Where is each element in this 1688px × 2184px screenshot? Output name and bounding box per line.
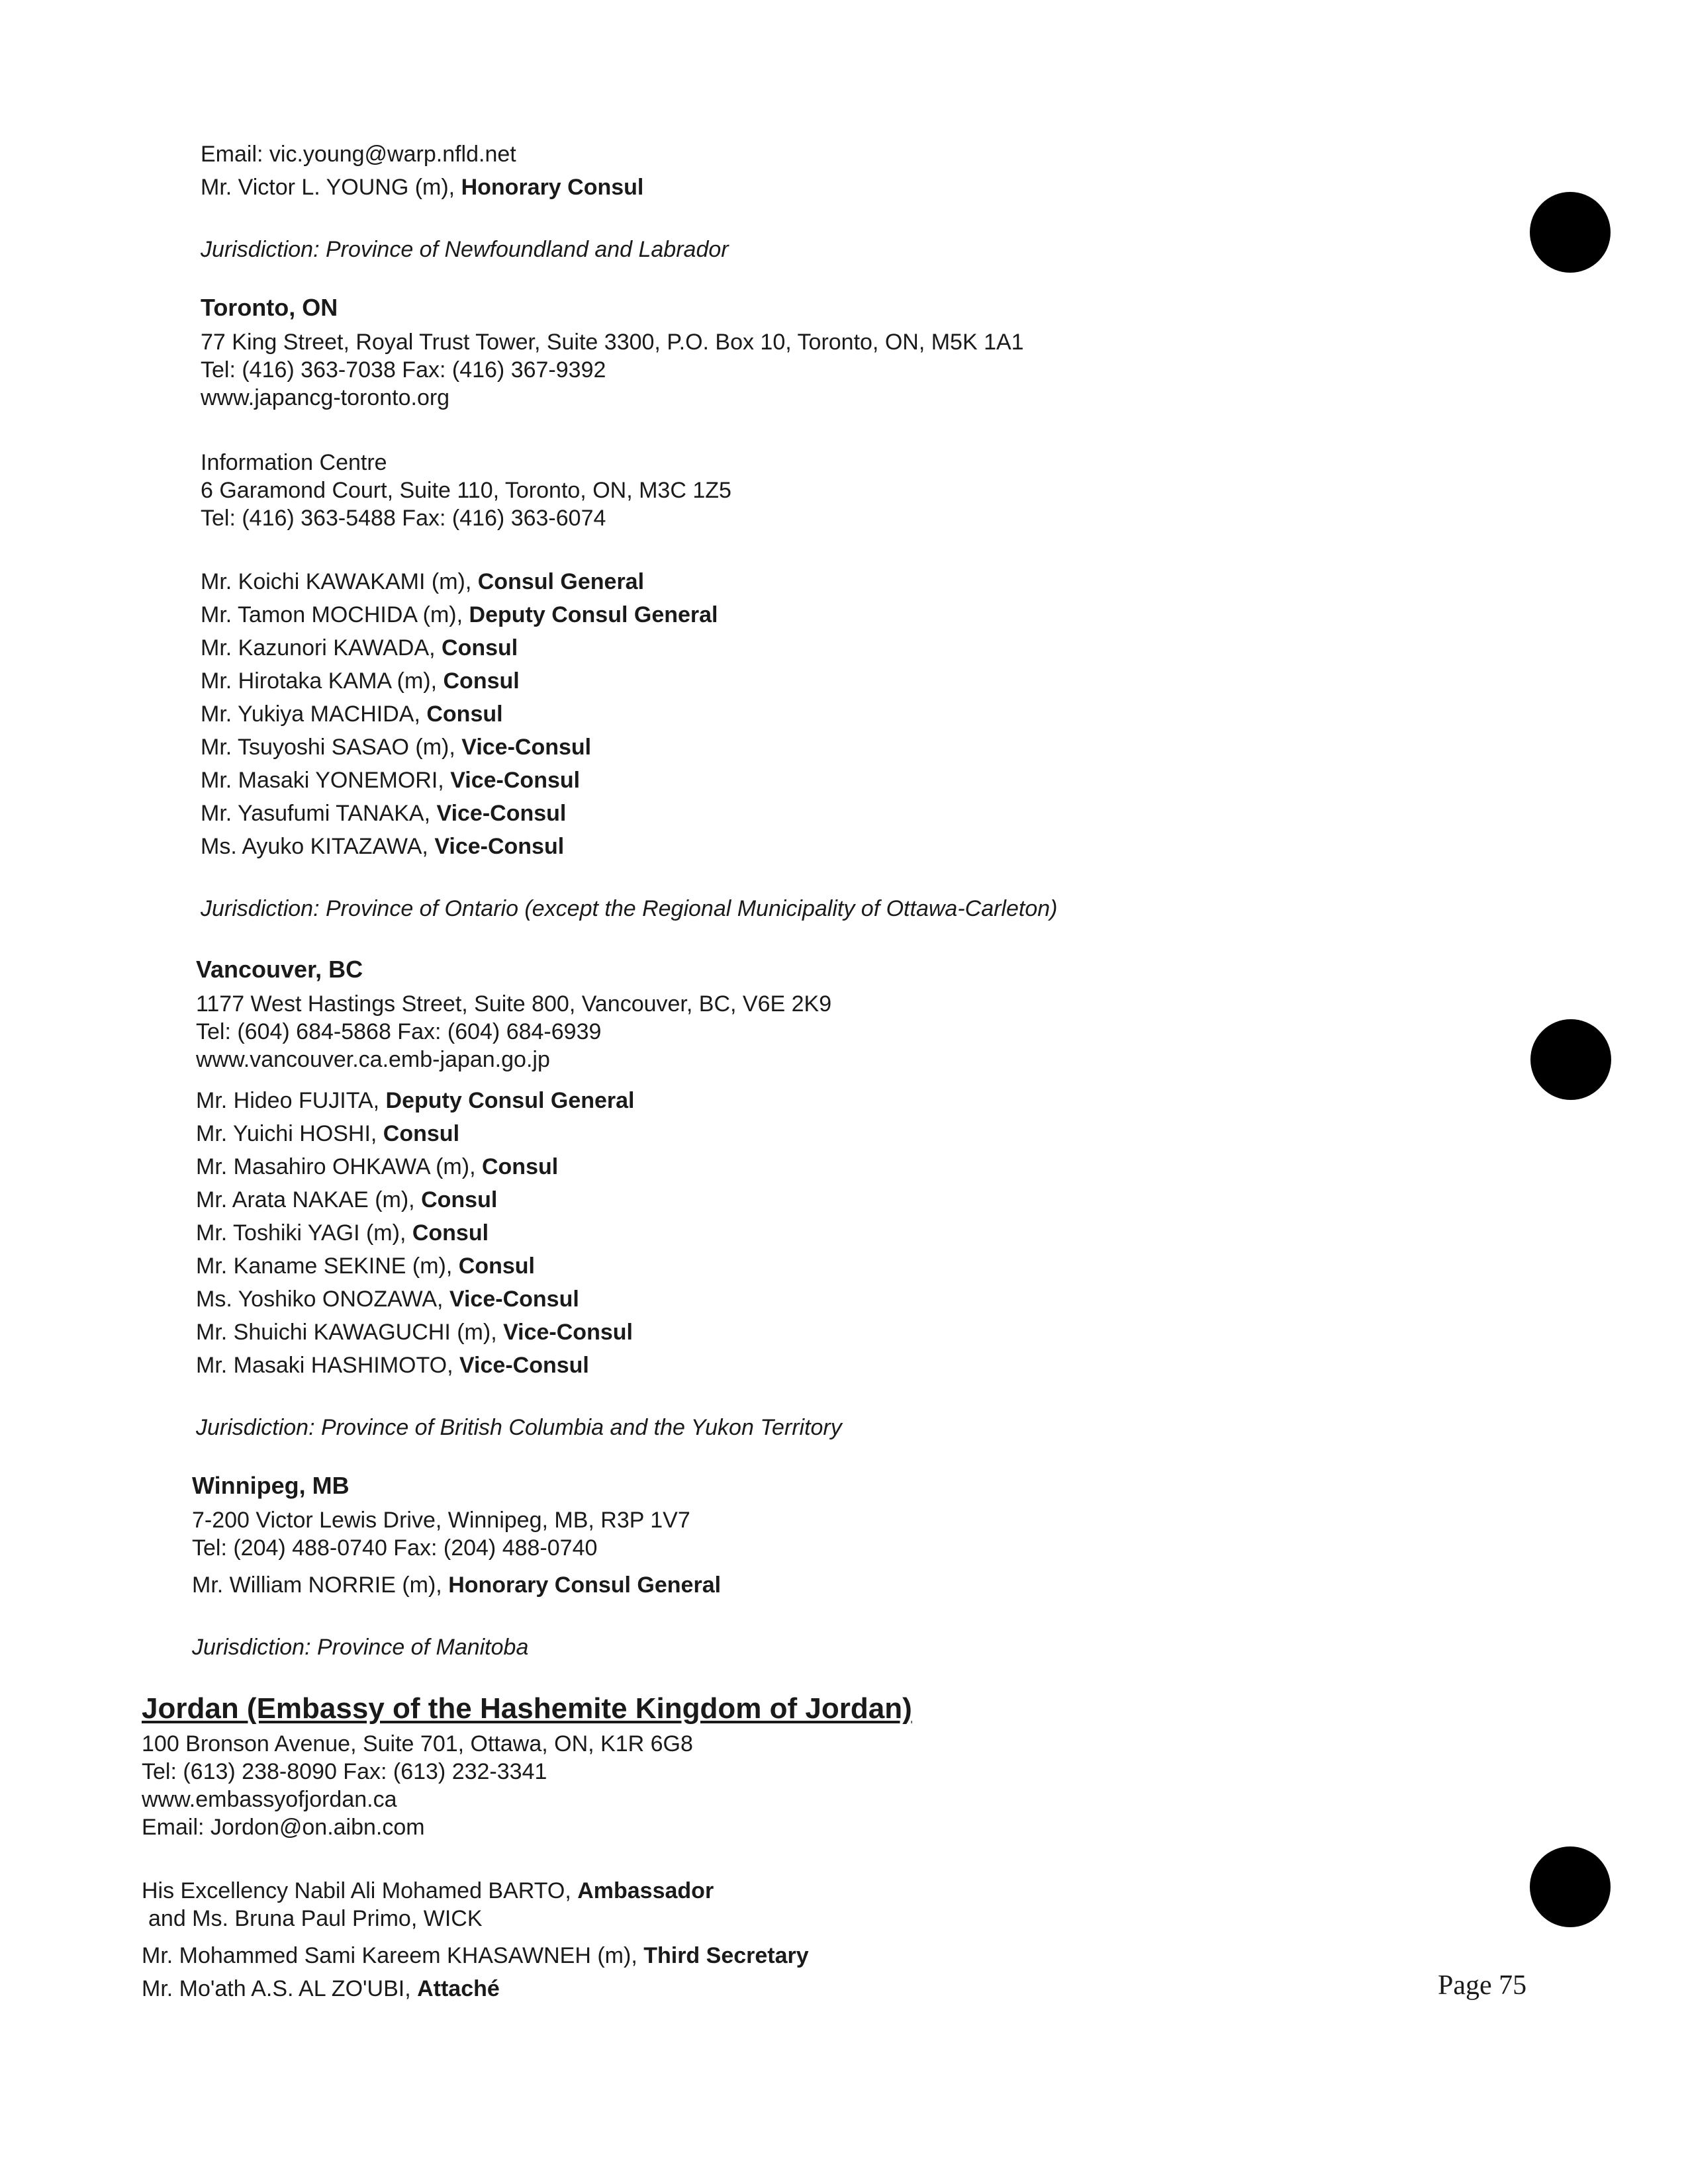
staff-name: Mr. Masaki HASHIMOTO, [196, 1353, 459, 1378]
staff-title: Consul [442, 635, 518, 660]
staff-title: Consul [458, 1253, 535, 1279]
address-line: 7-200 Victor Lewis Drive, Winnipeg, MB, R3P 1V7 [192, 1508, 690, 1533]
staff-name: Mr. Tamon MOCHIDA (m), [201, 602, 469, 627]
staff-line [201, 568, 644, 596]
jurisdiction-note: Jurisdiction: Province of British Columbia and the Yukon Territory [196, 1415, 842, 1440]
staff-line [192, 1571, 721, 1599]
staff-title: Honorary Consul General [448, 1572, 722, 1598]
consulate-heading: Toronto, ON [201, 294, 338, 321]
staff-name: Mr. Toshiki YAGI (m), [196, 1220, 412, 1246]
staff-line [142, 1975, 500, 2003]
staff-line [201, 173, 643, 201]
staff-line [196, 1219, 489, 1247]
staff-title: Attaché [417, 1976, 500, 2001]
staff-name: Mr. Masaki YONEMORI, [201, 768, 451, 793]
staff-title: Honorary Consul [461, 175, 644, 200]
staff-title: Consul [481, 1154, 559, 1179]
tel-fax-line: Tel: (204) 488-0740 Fax: (204) 488-0740 [192, 1535, 598, 1561]
consulate-heading: Winnipeg, MB [192, 1472, 350, 1499]
email-line: Email: vic.young@warp.nfld.net [201, 142, 516, 167]
punch-hole-middle [1530, 1019, 1611, 1100]
staff-title: Vice-Consul [434, 834, 565, 859]
staff-title: Deputy Consul General [469, 602, 718, 627]
staff-title: Third Secretary [643, 1943, 809, 1968]
staff-title: Vice-Consul [450, 768, 581, 793]
address-line: 1177 West Hastings Street, Suite 800, Vancouver, BC, V6E 2K9 [196, 991, 832, 1017]
punch-hole-top [1530, 192, 1611, 273]
country-heading: Jordan (Embassy of the Hashemite Kingdom of Jordan) [142, 1692, 912, 1725]
staff-name: Mr. Hirotaka KAMA (m), [201, 668, 444, 694]
staff-name: Mr. Koichi KAWAKAMI (m), [201, 569, 478, 594]
tel-fax-line: Tel: (604) 684-5868 Fax: (604) 684-6939 [196, 1019, 602, 1044]
staff-line [201, 833, 564, 860]
staff-name: Mr. Kaname SEKINE (m), [196, 1253, 459, 1279]
staff-name: Mr. Yasufumi TANAKA, [201, 801, 437, 826]
page-number: Page 75 [1438, 1970, 1527, 2001]
staff-name: Mr. Tsuyoshi SASAO (m), [201, 735, 462, 760]
info-centre-label: Information Centre [201, 450, 387, 475]
staff-line [201, 799, 566, 827]
staff-line [196, 1120, 459, 1148]
staff-name: Mr. Victor L. YOUNG (m), [201, 175, 461, 200]
website-line: www.vancouver.ca.emb-japan.go.jp [196, 1047, 550, 1072]
address-line: 77 King Street, Royal Trust Tower, Suite 3300, P.O. Box 10, Toronto, ON, M5K 1A1 [201, 330, 1024, 355]
address-line: 6 Garamond Court, Suite 110, Toronto, ON, M3C 1Z5 [201, 478, 731, 503]
jurisdiction-note: Jurisdiction: Province of Ontario (except the Regional Municipality of Ottawa-Carleton) [201, 896, 1058, 921]
staff-title: Consul [443, 668, 520, 694]
staff-name: Mr. Mo'ath A.S. AL ZO'UBI, [142, 1976, 418, 2001]
email-line: Email: Jordon@on.aibn.com [142, 1815, 425, 1840]
staff-line [196, 1186, 497, 1214]
staff-title: Vice-Consul [449, 1287, 579, 1312]
staff-title: Ambassador [577, 1878, 714, 1903]
staff-line [142, 1942, 809, 1970]
staff-title: Consul [383, 1121, 460, 1146]
staff-title: Consul [421, 1187, 498, 1212]
staff-title: Vice-Consul [459, 1353, 589, 1378]
staff-title: Consul [412, 1220, 489, 1246]
staff-line [196, 1318, 633, 1346]
staff-line [201, 667, 520, 695]
staff-line [196, 1153, 558, 1181]
staff-name: His Excellency Nabil Ali Mohamed BARTO, [142, 1878, 578, 1903]
jurisdiction-note: Jurisdiction: Province of Newfoundland and Labrador [201, 237, 729, 262]
staff-name: Ms. Yoshiko ONOZAWA, [196, 1287, 449, 1312]
ambassador-line [142, 1877, 714, 1905]
address-line: 100 Bronson Avenue, Suite 701, Ottawa, ON, K1R 6G8 [142, 1731, 693, 1756]
staff-title: Deputy Consul General [385, 1088, 635, 1113]
website-line: www.embassyofjordan.ca [142, 1787, 397, 1812]
staff-name: Mr. Shuichi KAWAGUCHI (m), [196, 1320, 504, 1345]
staff-line [196, 1087, 635, 1115]
tel-fax-line: Tel: (416) 363-5488 Fax: (416) 363-6074 [201, 506, 606, 531]
staff-title: Consul [426, 702, 503, 727]
staff-title: Vice-Consul [461, 735, 592, 760]
staff-title: Consul General [477, 569, 645, 594]
punch-hole-bottom [1530, 1846, 1611, 1927]
jurisdiction-note: Jurisdiction: Province of Manitoba [192, 1635, 529, 1660]
staff-line [196, 1252, 535, 1280]
staff-line [201, 601, 718, 629]
staff-line [201, 634, 518, 662]
consulate-heading: Vancouver, BC [196, 956, 363, 983]
staff-name: Mr. Masahiro OHKAWA (m), [196, 1154, 482, 1179]
staff-line [201, 700, 503, 728]
staff-title: Vice-Consul [503, 1320, 633, 1345]
staff-name: Mr. Arata NAKAE (m), [196, 1187, 422, 1212]
staff-name: Mr. Yuichi HOSHI, [196, 1121, 383, 1146]
tel-fax-line: Tel: (416) 363-7038 Fax: (416) 367-9392 [201, 357, 606, 383]
staff-name: Ms. Ayuko KITAZAWA, [201, 834, 435, 859]
staff-title: Vice-Consul [436, 801, 567, 826]
staff-line [201, 766, 580, 794]
staff-line [196, 1351, 589, 1379]
staff-name: Mr. Mohammed Sami Kareem KHASAWNEH (m), [142, 1943, 644, 1968]
staff-name: Mr. Kazunori KAWADA, [201, 635, 442, 660]
staff-name: Mr. Hideo FUJITA, [196, 1088, 386, 1113]
spouse-line: and Ms. Bruna Paul Primo, WICK [148, 1906, 483, 1931]
tel-fax-line: Tel: (613) 238-8090 Fax: (613) 232-3341 [142, 1759, 547, 1784]
staff-line [196, 1285, 579, 1313]
staff-name: Mr. William NORRIE (m), [192, 1572, 449, 1598]
website-line: www.japancg-toronto.org [201, 385, 450, 410]
staff-line [201, 733, 591, 761]
staff-name: Mr. Yukiya MACHIDA, [201, 702, 427, 727]
